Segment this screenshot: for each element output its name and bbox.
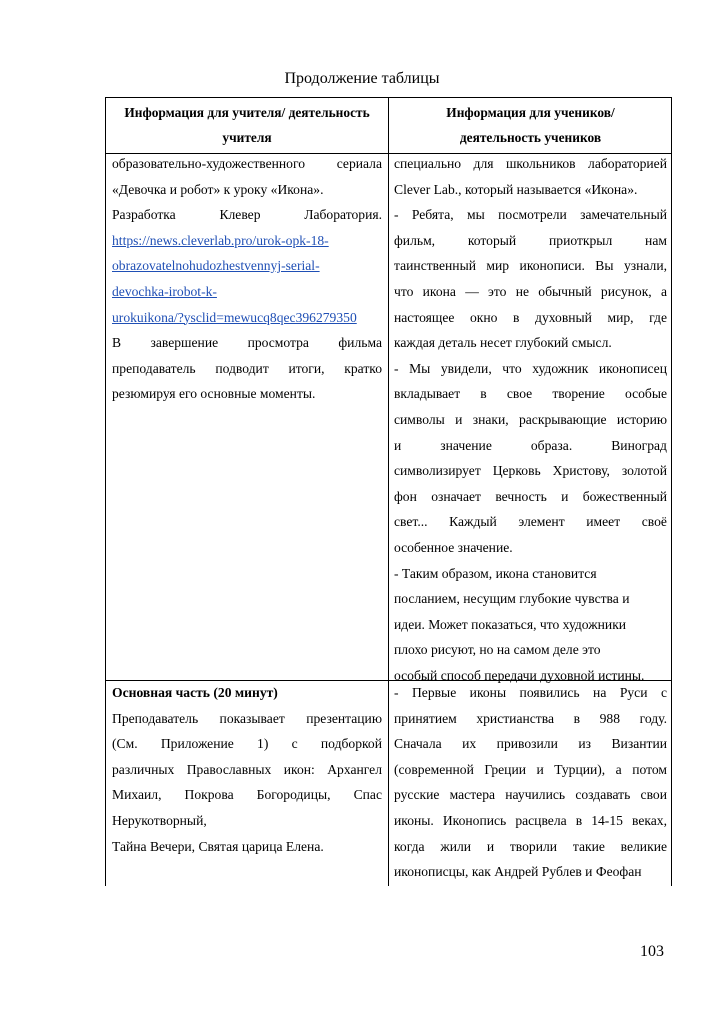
word: (См.: [112, 736, 138, 752]
text-line: настоящее окно в духовный мир, где: [394, 309, 667, 325]
word: Приложение: [160, 736, 234, 752]
word: 1): [257, 736, 269, 752]
header-teacher-line2: учителя: [222, 130, 272, 145]
text-line: особый способ передачи духовной истины.: [394, 667, 645, 683]
text-line: русские мастера научились создавать свои: [394, 787, 667, 803]
header-students-line1: Информация для учеников/: [446, 105, 615, 120]
text-line: преподаватель подводит итоги, кратко: [112, 360, 382, 376]
text-line: когда жили и творили такие великие: [394, 838, 667, 854]
word: Каждый: [449, 514, 497, 530]
text-line: фон означает вечность и божественный: [394, 488, 667, 504]
text-line: Тайна Вечери, Святая царица Елена.: [112, 838, 324, 854]
row2-teacher-cell: [112, 680, 382, 859]
text-line: иконописцы, как Андрей Рублев и Феофан: [394, 864, 642, 880]
text-line: идеи. Может показаться, что художники: [394, 616, 627, 632]
text-line: [394, 509, 667, 535]
text-line: [112, 202, 382, 228]
resource-link-line[interactable]: https://news.cleverlab.pro/urok-opk-18-: [112, 232, 329, 248]
text-line: Сначала их привозили из Византии: [394, 736, 667, 752]
resource-link-line[interactable]: urokuikona/?ysclid=mewucq8qec396279350: [112, 309, 357, 325]
row1-teacher-cell: [112, 151, 382, 407]
table-continuation-caption: Продолжение таблицы: [284, 70, 440, 87]
text-line: Нерукотворный,: [112, 812, 207, 828]
text-line: (современной Греции и Турции), а потом: [394, 761, 667, 777]
word: завершение: [150, 335, 219, 351]
text-line: каждая деталь несет глубокий смысл.: [394, 335, 612, 351]
header-cell-teacher: [112, 100, 382, 150]
row1-students-cell: [394, 151, 667, 688]
column-divider: [388, 98, 389, 886]
text-line: [112, 782, 382, 808]
word: нам: [645, 232, 667, 248]
resource-link-line[interactable]: devochka-irobot-k-: [112, 283, 217, 299]
word: В: [112, 335, 122, 351]
word: свет...: [394, 514, 428, 530]
header-cell-students: [394, 100, 667, 150]
text-line: «Девочка и робот» к уроку «Икона».: [112, 181, 324, 197]
text-line: особенное значение.: [394, 539, 513, 555]
text-line: [394, 228, 667, 254]
text-line: вкладывает в свое творение особые: [394, 386, 667, 402]
header-students-line2: деятельность учеников: [459, 130, 602, 145]
text-line: - Мы увидели, что художник иконописец: [394, 360, 667, 376]
text-line: принятием христианства в 988 году.: [394, 710, 667, 726]
text-line: символы и знаки, раскрывающие историю: [394, 411, 667, 427]
word: образа.: [530, 437, 573, 453]
word: который: [467, 232, 517, 248]
text-line: - Первые иконы появились на Руси с: [394, 685, 667, 700]
text-line: образовательно-художественного сериала: [112, 156, 382, 171]
word: Виноград: [611, 437, 667, 453]
word: фильм,: [394, 232, 436, 248]
word: Спас: [353, 787, 382, 803]
row2-students-cell: [394, 680, 667, 885]
word: подборкой: [320, 736, 382, 752]
text-line: резюмируя его основные моменты.: [112, 386, 316, 402]
header-teacher-line1: Информация для учителя/ деятельность: [124, 105, 370, 120]
text-line: - Таким образом, икона становится: [394, 565, 597, 581]
section-title: Основная часть (20 минут): [112, 685, 278, 700]
text-line: таинственный мир иконописи. Вы узнали,: [394, 258, 667, 274]
word: Разработка: [112, 207, 176, 223]
text-line: посланием, несущим глубокие чувства и: [394, 591, 630, 607]
text-line: [112, 731, 382, 757]
lesson-table: [105, 97, 672, 886]
page-number: 103: [640, 943, 664, 960]
word: просмотра: [247, 335, 309, 351]
word: Богородицы,: [256, 787, 331, 803]
word: с: [291, 736, 298, 752]
word: Михаил,: [112, 787, 162, 803]
text-line: различных Православных икон: Архангел: [112, 761, 382, 777]
word: Покрова: [184, 787, 234, 803]
text-line: иконы. Иконопись расцвела в 14-15 веках,: [394, 812, 667, 828]
word: элемент: [518, 514, 565, 530]
resource-link-line[interactable]: obrazovatelnohudozhestvennyj-serial-: [112, 258, 320, 274]
text-line: - Ребята, мы посмотрели замечательный: [394, 207, 667, 223]
text-line: [394, 433, 667, 459]
word: приоткрыл: [549, 232, 613, 248]
text-line: что икона — это не обычный рисунок, а: [394, 283, 667, 299]
text-line: [112, 330, 382, 356]
text-line: символизирует Церковь Христову, золотой: [394, 463, 667, 479]
word: Клевер: [219, 207, 261, 223]
word: своё: [641, 514, 667, 530]
word: значение: [440, 437, 492, 453]
text-line: специально для школьников лабораторией: [394, 156, 667, 171]
word: и: [394, 437, 402, 453]
text-line: плохо рисуют, но на самом деле это: [394, 642, 601, 658]
word: имеет: [586, 514, 621, 530]
word: Лаборатория.: [304, 207, 382, 223]
text-line: Clever Lab., который называется «Икона».: [394, 181, 638, 197]
text-line: Преподаватель показывает презентацию: [112, 710, 382, 726]
word: фильма: [338, 335, 382, 351]
